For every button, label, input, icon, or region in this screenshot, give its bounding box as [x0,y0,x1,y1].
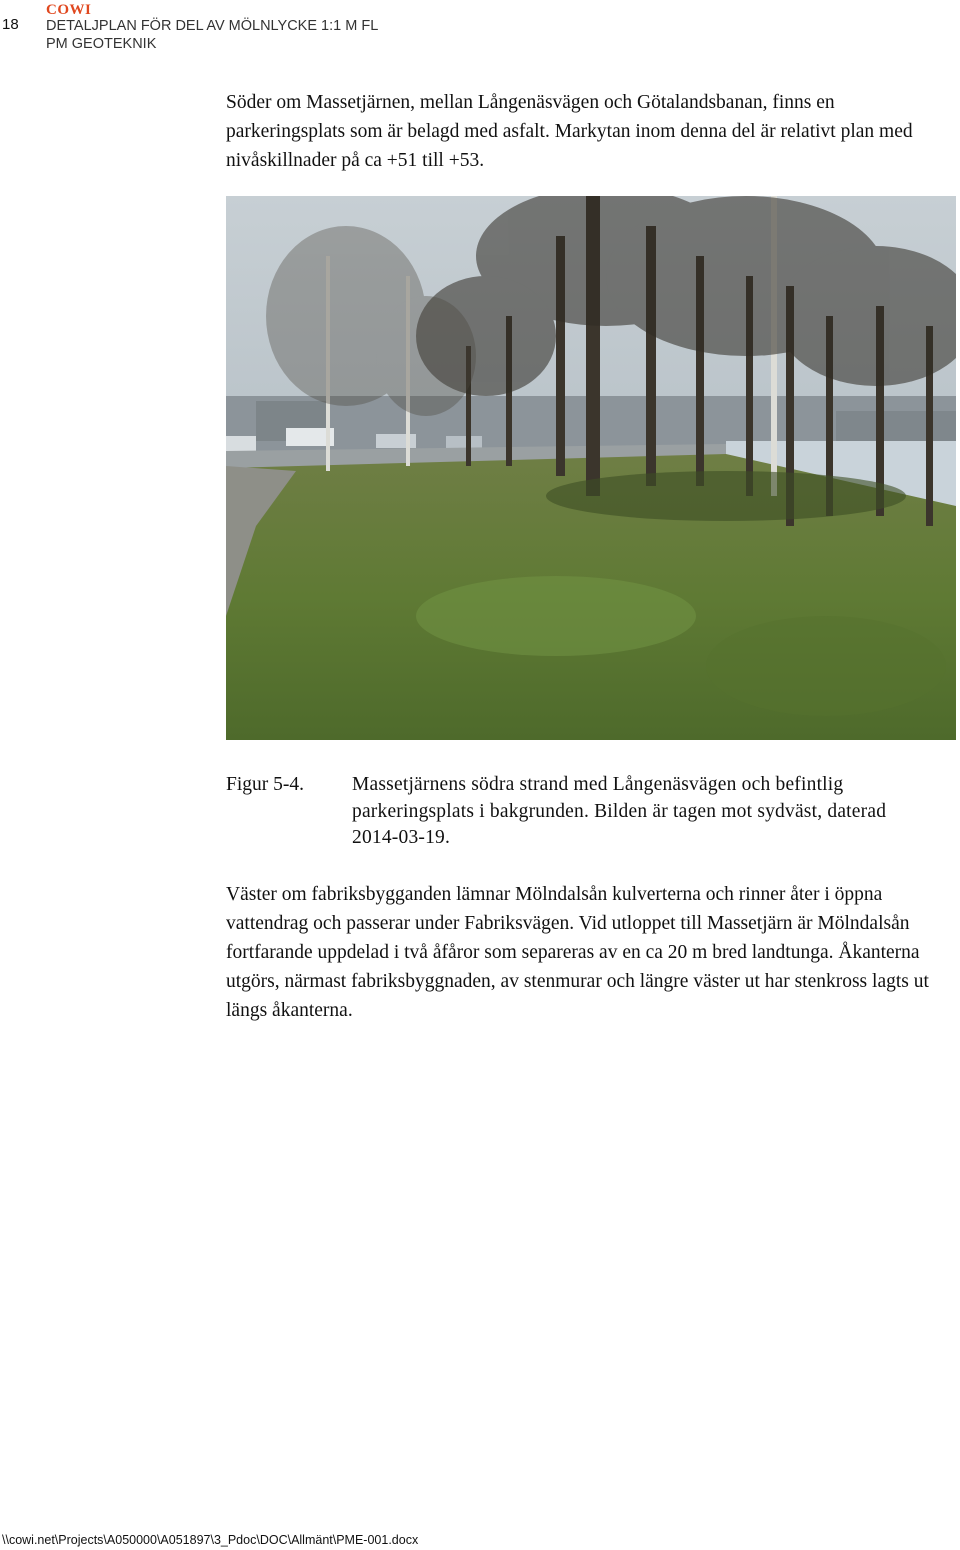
cowi-logo: COWI [46,2,92,18]
document-title-line1: DETALJPLAN FÖR DEL AV MÖLNLYCKE 1:1 M FL [46,18,379,34]
paragraph-parking: Söder om Massetjärnen, mellan Långenäsvägen och Götalandsbanan, finns en parkeringsplats som är belagd med asfalt. Markytan inom denna del är relativt plan med nivåskillnader på ca +51 till +53. [226,92,913,171]
figure-label: Figur 5-4. [226,774,304,795]
document-title [46,17,378,53]
photo-lakeshore [226,196,956,740]
paragraph-molndalsan: Väster om fabriksbygganden lämnar Mölndalsån kulverterna och rinner åter i öppna vattendrag och passerar under Fabriksvägen. Vid utloppet till Massetjärn är Mölndalsån fortfarande uppdelad i två åfåror som separeras av en ca 20 m bred landtunga. Åkanterna utgörs, närmast fabriksbyggnaden, av stenmurar och längre väster ut har stenkross lagts ut längs åkanterna. [226,884,929,1021]
footer-file-path: \\cowi.net\Projects\A050000\A051897\3_Pdoc\DOC\Allmänt\PME-001.docx [2,1533,419,1547]
document-subtitle: PM GEOTEKNIK [46,36,157,52]
page-number: 18 [2,16,19,33]
figure-caption: Massetjärnens södra strand med Långenäsvägen och befintlig parkeringsplats i bakgrunden. Bilden är tagen mot sydväst, daterad 2014-03-19. [352,774,887,848]
